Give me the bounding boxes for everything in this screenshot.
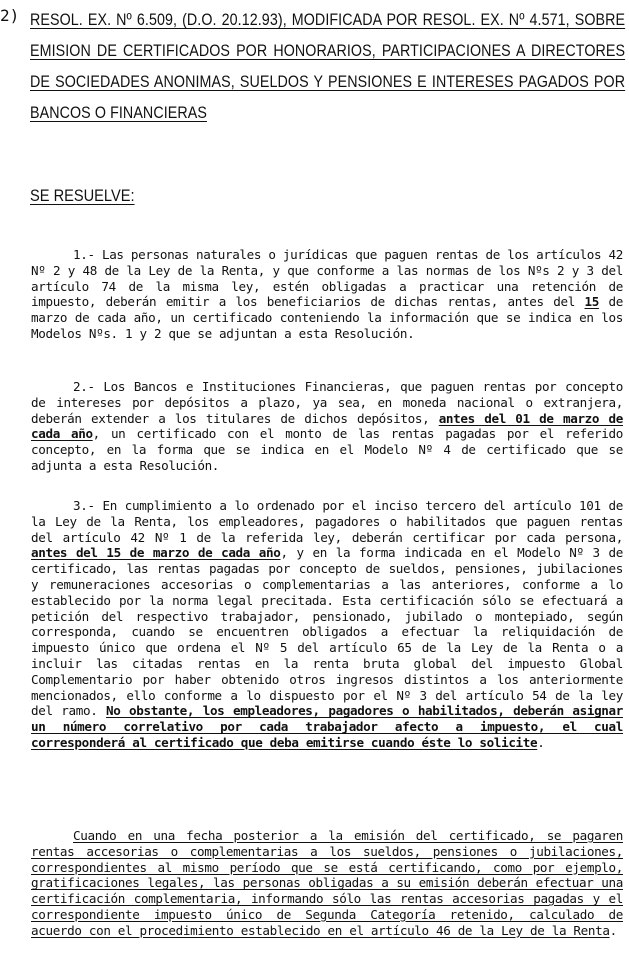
- resuelve-heading: SE RESUELVE:: [30, 186, 135, 205]
- paragraph-3: [31, 498, 623, 751]
- paragraph-2-text-a: 2.- Los Bancos e Instituciones Financieras, que paguen rentas por concepto de intereses por depósitos a plazo, ya sea, en moneda nacional o extranjera, deberán extender a los titulares de dichos depósitos,: [31, 379, 623, 426]
- paragraph-2-deadline: antes del 01 de marzo de cada año: [31, 410, 623, 442]
- paragraph-1-text-b: de: [598, 294, 623, 310]
- paragraph-1-text-c: marzo de cada año, un certificado conteniendo la información que se indica en los Modelos Nºs. 1 y 2 que se adjuntan a esta Resolución.: [31, 310, 623, 341]
- paragraph-3-deadline: antes del 15 de marzo de cada año: [31, 545, 281, 561]
- paragraph-3-text-a: 3.- En cumplimiento a lo ordenado por el inciso tercero del artículo 101 de la Ley de la Renta, los empleadores, pagadores o habilitados que paguen rentas del artículo 42 Nº 1 de la referida ley, deberán certificar por cada persona,: [31, 498, 623, 545]
- paragraph-3-text-c: .: [537, 734, 545, 750]
- paragraph-4-text-a: .: [609, 922, 617, 938]
- paragraph-1-deadline-day: 15: [584, 294, 599, 310]
- document-title: RESOL. EX. Nº 6.509, (D.O. 20.12.93), MODIFICADA POR RESOL. EX. Nº 4.571, SOBRE EMISION DE CERTIFICADOS POR HONORARIOS, PARTICIPACIONES A DIRECTORES DE SOCIEDADES ANONIMAS, SUELDOS Y PENSIONES E INTERESES PAGADOS POR BANCOS O FINANCIERAS: [30, 10, 626, 122]
- paragraph-4: [31, 828, 623, 939]
- paragraph-1-text-a: 1.- Las personas naturales o jurídicas que paguen rentas de los artículos 42 Nº 2 y 48 de la Ley de la Renta, y que conforme a las normas de los Nºs 2 y 3 del artículo 74 de la misma ley, estén obligadas a practicar una retención de impuesto, deberán emitir a los beneficiarios de dichas rentas, antes del: [31, 247, 623, 310]
- paragraph-2-text-b: , un certificado con el monto de las rentas pagadas por el referido concepto, en la forma que se indica en el Modelo Nº 4 de certificado que se adjunta a esta Resolución.: [31, 426, 623, 473]
- item-number: 2): [0, 6, 20, 25]
- paragraph-2: [31, 379, 623, 474]
- paragraph-3-text-b: , y en la forma indicada en el Modelo Nº 3 de certificado, las rentas pagadas por concepto de sueldos, pensiones, jubilaciones y remuneraciones accesorias o complementarias a las anteriores, conforme a lo establecido por la norma legal precitada. Esta certificación sólo se efectuará a petición del respectivo trabajador, pensionado, jubilado o montepiado, según corresponda, cuando se encuentren obligados a efectuar la reliquidación de impuesto único que ordena el Nº 5 del artículo 65 de la Ley de la Renta o a incluir las citadas rentas en la renta bruta global del impuesto Global Complementario por haber obtenido otros ingresos distintos a los anteriormente mencionados, ello conforme a lo dispuesto por el Nº 3 del artículo 54 de la ley del ramo.: [31, 545, 623, 719]
- paragraph-3-underlined-clause: No obstante, los empleadores, pagadores o habilitados, deberán asignar un número correlativo por cada trabajador afecto a impuesto, el cual corresponderá al certificado que deba emitirse cuando éste lo solicite: [31, 703, 623, 750]
- paragraph-1: [31, 247, 623, 342]
- paragraph-4-underlined-text: Cuando en una fecha posterior a la emisión del certificado, se pagaren rentas accesorias o complementarias a los sueldos, pensiones o jubilaciones, correspondientes al mismo período que se está certificando, como por ejemplo, gratificaciones legales, las personas obligadas a su emisión deberán efectuar una certificación complementaria, informando sólo las rentas accesorias pagadas y el correspondiente impuesto único de Segunda Categoría retenido, calculado de acuerdo con el procedimiento establecido en el artículo 46 de la Ley de la Renta: [31, 828, 623, 938]
